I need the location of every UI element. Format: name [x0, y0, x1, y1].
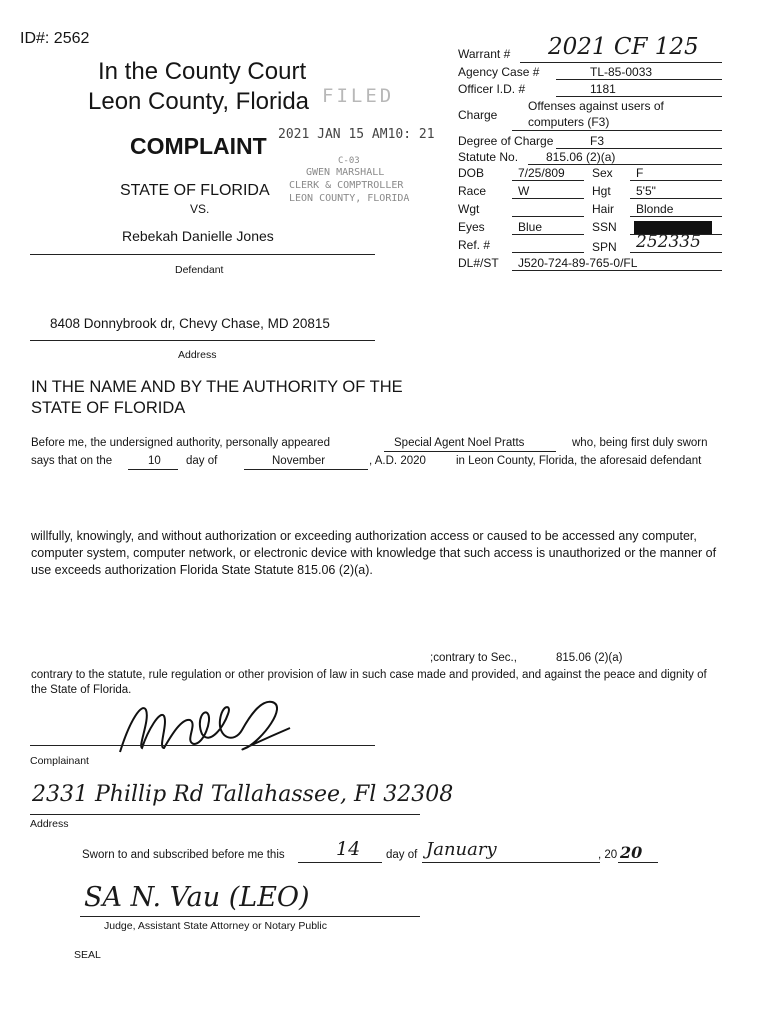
dl-line: [512, 270, 722, 271]
charge-value-line2: computers (F3): [528, 115, 610, 129]
incident-month-line: [244, 469, 368, 470]
authority-line2: STATE OF FLORIDA: [31, 399, 186, 417]
court-county: Leon County, Florida: [88, 88, 310, 115]
sworn-year: 20: [620, 843, 643, 862]
race-label: Race: [458, 184, 487, 198]
agency-case-label: Agency Case #: [458, 65, 540, 79]
contrary-section: 815.06 (2)(a): [556, 652, 623, 664]
complainant-line: [30, 745, 375, 746]
seal-label: SEAL: [74, 949, 101, 961]
court-name: In the County Court: [98, 58, 307, 85]
officer-signature: SA N. Vau (LEO): [84, 882, 310, 913]
complainant-address: 2331 Phillip Rd Tallahassee, Fl 32308: [32, 782, 454, 807]
address-line: [30, 340, 375, 341]
warrant-label: Warrant #: [458, 47, 511, 61]
hgt-label: Hgt: [592, 184, 611, 198]
spn-line: [630, 252, 722, 253]
dob-value: 7/25/809: [518, 166, 565, 180]
complaint-title: COMPLAINT: [130, 133, 267, 159]
defendant-address: 8408 Donnybrook dr, Chevy Chase, MD 20815: [50, 316, 330, 331]
says-that-text: says that on the: [31, 455, 113, 467]
agency-case-line: [556, 79, 722, 80]
sex-value: F: [636, 166, 644, 180]
complainant-label: Complainant: [30, 755, 89, 767]
stamp-clerk-title: CLERK & COMPTROLLER: [289, 180, 404, 191]
wgt-label: Wgt: [458, 202, 480, 216]
sworn-month-line: [422, 862, 600, 863]
sworn-day: 14: [336, 838, 361, 860]
hgt-value: 5'5": [636, 184, 656, 198]
contrary-statement: contrary to the statute, rule regulation or other provision of law in such case made and provided, and against the peace and dignity of the State of Florida.: [31, 669, 707, 696]
offense-description: willfully, knowingly, and without authorization or exceeding authorization access or caused to be accessed any computer, computer system, computer network, or electronic device with knowledge that such access is unauthorized or the manner of use exceeds authorization Florida State Statute 815.06 (2)(a).: [31, 529, 717, 577]
degree-label: Degree of Charge: [458, 134, 554, 148]
charge-label: Charge: [458, 108, 498, 122]
dob-line: [512, 180, 584, 181]
stamp-datetime: 2021 JAN 15 AM10: 21: [278, 127, 435, 142]
hgt-line: [630, 198, 722, 199]
warrant-line: [520, 62, 722, 63]
sworn-day-of: day of: [386, 849, 418, 861]
contrary-label: ;contrary to Sec.,: [430, 652, 517, 664]
complainant-signature: [112, 690, 322, 760]
ref-line: [512, 252, 584, 253]
officer-id-label: Officer I.D. #: [458, 82, 526, 96]
degree-line: [556, 148, 722, 149]
hair-line: [630, 216, 722, 217]
officer-id-value: 1181: [590, 82, 616, 96]
ref-label: Ref. #: [458, 238, 491, 252]
address-label: Address: [178, 349, 217, 361]
incident-day: 10: [148, 455, 161, 467]
state-of-florida: STATE OF FLORIDA: [120, 182, 270, 199]
race-value: W: [518, 184, 530, 198]
defendant-label: Defendant: [175, 264, 224, 276]
spn-value: 252335: [636, 232, 701, 252]
charge-line: [512, 130, 722, 131]
statute-value: 815.06 (2)(a): [546, 150, 616, 164]
spn-label: SPN: [592, 240, 617, 254]
agent-name: Special Agent Noel Pratts: [394, 437, 525, 449]
authority-line1: IN THE NAME AND BY THE AUTHORITY OF THE: [31, 378, 403, 396]
defendant-name: Rebekah Danielle Jones: [122, 228, 274, 244]
officer-signature-line: [80, 916, 420, 917]
defendant-line: [30, 254, 375, 255]
sworn-day-line: [298, 862, 382, 863]
dl-label: DL#/ST: [458, 256, 499, 270]
versus-label: VS.: [190, 202, 210, 216]
hair-label: Hair: [592, 202, 615, 216]
officer-title-label: Judge, Assistant State Attorney or Notary Public: [104, 920, 327, 932]
document-id: ID#: 2562: [20, 30, 90, 47]
stamp-clerk-county: LEON COUNTY, FLORIDA: [289, 193, 410, 204]
sex-line: [630, 180, 722, 181]
sworn-year-line: [618, 862, 658, 863]
eyes-label: Eyes: [458, 220, 485, 234]
officer-id-line: [556, 96, 722, 97]
eyes-value: Blue: [518, 220, 543, 234]
statute-line: [528, 164, 722, 165]
charge-value-line1: Offenses against users of: [528, 99, 664, 113]
day-of-text: day of: [186, 455, 218, 467]
incident-day-line: [128, 469, 178, 470]
dob-label: DOB: [458, 166, 485, 180]
in-county-text: in Leon County, Florida, the aforesaid defendant: [456, 455, 702, 467]
statute-label: Statute No.: [458, 150, 519, 164]
complainant-address-line: [30, 814, 420, 815]
who-sworn-text: who, being first duly sworn: [572, 437, 708, 449]
race-line: [512, 198, 584, 199]
dl-value: J520-724-89-765-0/FL: [518, 256, 638, 270]
filed-stamp: FILED: [322, 85, 395, 107]
degree-value: F3: [590, 134, 605, 148]
warrant-value: 2021 CF 125: [548, 34, 699, 60]
ssn-label: SSN: [592, 220, 617, 234]
ad-year-text: , A.D. 2020: [369, 455, 426, 467]
stamp-clerk-name: GWEN MARSHALL: [306, 167, 385, 178]
hair-value: Blonde: [636, 202, 674, 216]
stamp-code: C-03: [338, 156, 360, 166]
sworn-month: January: [426, 839, 497, 860]
wgt-line: [512, 216, 584, 217]
sworn-before-text: Sworn to and subscribed before me this: [82, 849, 285, 861]
complainant-address-label: Address: [30, 818, 69, 830]
agency-case-value: TL-85-0033: [590, 65, 653, 79]
eyes-line: [512, 234, 584, 235]
before-me-text: Before me, the undersigned authority, personally appeared: [31, 437, 330, 449]
sex-label: Sex: [592, 166, 613, 180]
incident-month: November: [272, 455, 326, 467]
agent-line: [384, 451, 556, 452]
sworn-year-prefix: , 20: [598, 849, 618, 861]
